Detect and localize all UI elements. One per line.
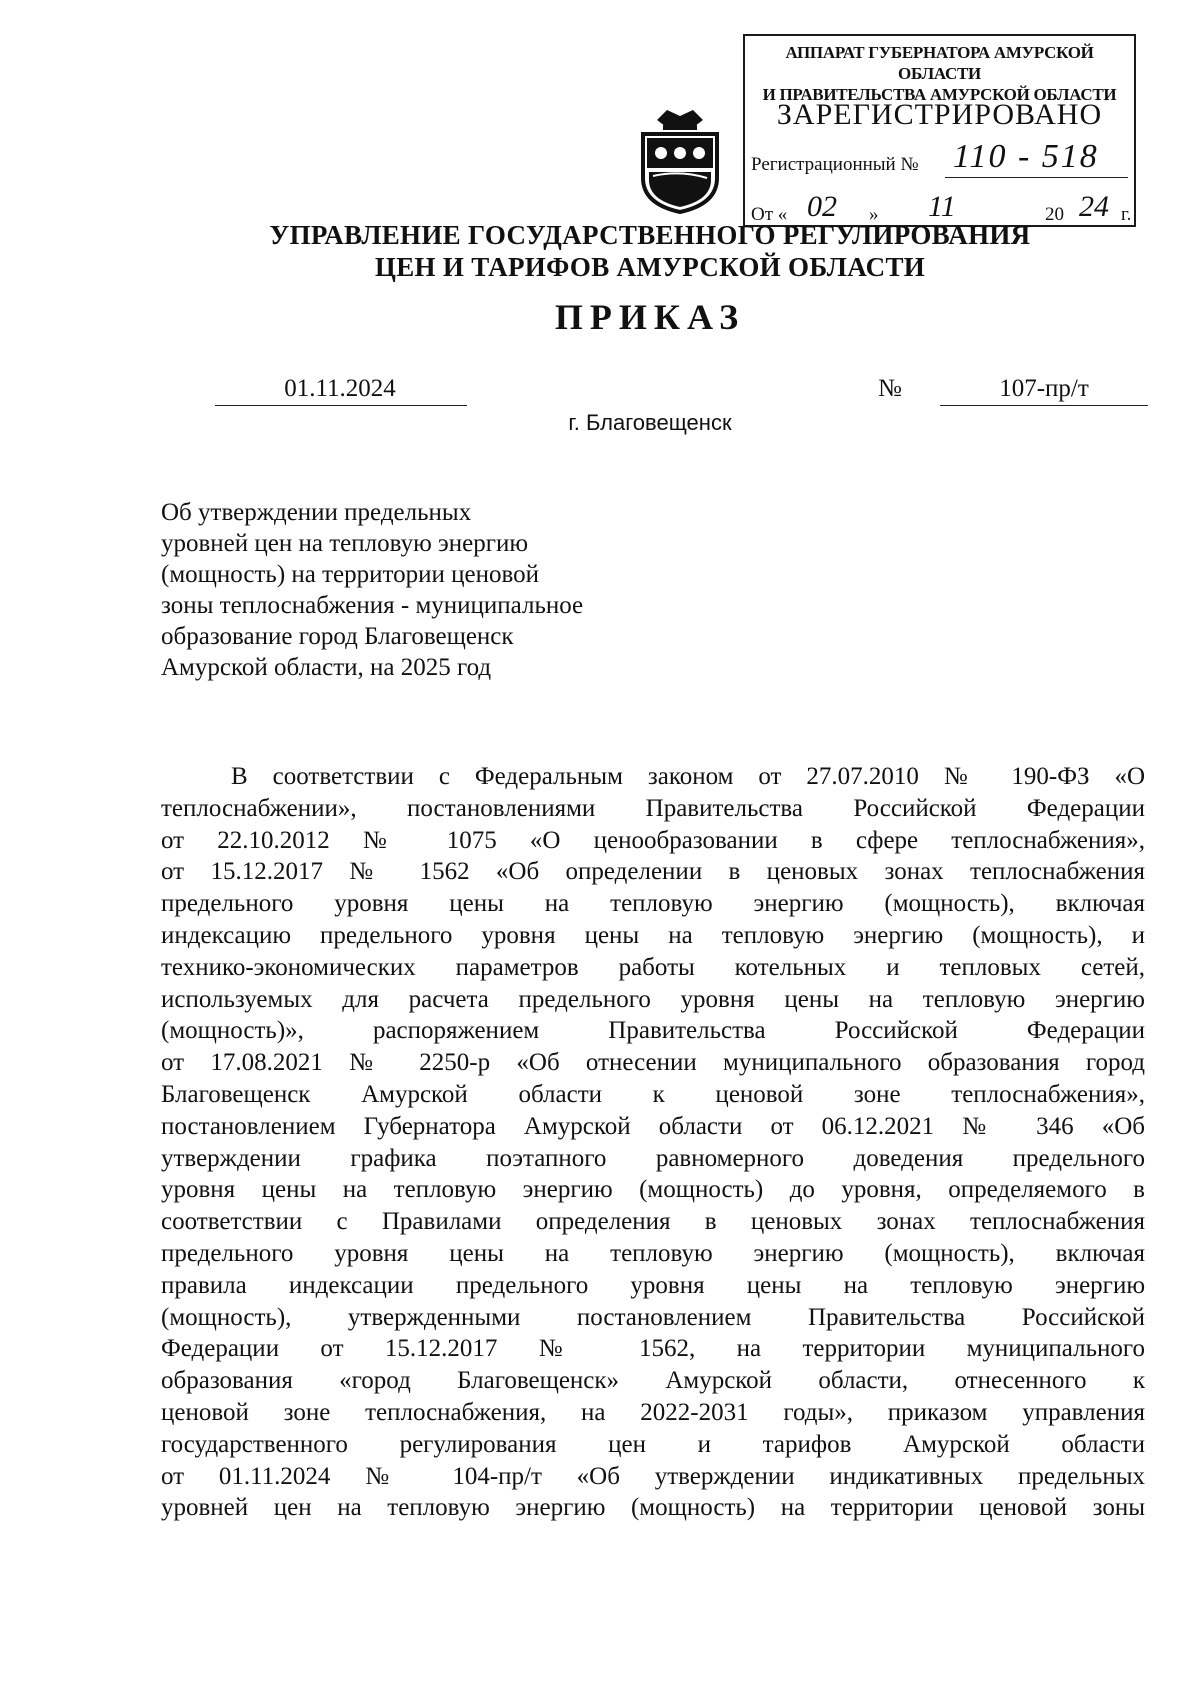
stamp-date-prefix: От « [751,204,788,225]
body-line: предельного уровня цены на тепловую энергию (мощность), включая [161,1239,1145,1267]
body-line: ценовой зоне теплоснабжения, на 2022-2031 годы», приказом управления [161,1398,1145,1426]
stamp-date-month: 11 [928,190,956,223]
order-city: г. Благовещенск [568,410,732,435]
body-line: от 22.10.2012 № 1075 «О ценообразовании в сфере теплоснабжения», [161,826,1145,854]
order-subject [161,497,681,683]
body-line: от 01.11.2024 № 104-пр/т «Об утверждении индикативных предельных [161,1462,1145,1490]
coat-of-arms-emblem [637,106,723,214]
body-line: Федерации от 15.12.2017 № 1562, на территории муниципального [161,1335,1145,1363]
stamp-org-line1: АППАРАТ ГУБЕРНАТОРА АМУРСКОЙ ОБЛАСТИ [785,43,1094,83]
stamp-date-g: г. [1121,204,1132,225]
body-line: технико-экономических параметров работы котельных и тепловых сетей, [161,953,1145,981]
body-line: (мощность), утвержденными постановлением Правительства Российской [161,1303,1145,1331]
document-type-title: ПРИКАЗ [554,297,746,337]
subject-line: уровней цен на тепловую энергию [161,530,529,557]
order-date: 01.11.2024 [284,375,396,402]
body-line: индексацию предельного уровня цены на тепловую энергию (мощность), и [161,921,1145,949]
body-line: соответствии с Правилами определения в ценовых зонах теплоснабжения [161,1208,1145,1236]
order-number-sign: № [878,375,902,402]
registration-stamp [743,34,1136,227]
body-line: В соответствии с Федеральным законом от 27.07.2010 № 190-ФЗ «О [231,763,1145,790]
stamp-reg-underline [945,177,1128,178]
header-line2: ЦЕН И ТАРИФОВ АМУРСКОЙ ОБЛАСТИ [374,252,926,282]
stamp-reg-label: Регистрационный № [751,154,919,175]
order-body [161,761,1145,1524]
body-line: теплоснабжении», постановлениями Правительства Российской Федерации [161,794,1145,822]
stamp-date-day: 02 [807,190,837,223]
subject-line: образование город Благовещенск [161,623,514,650]
body-line: Благовещенск Амурской области к ценовой зоне теплоснабжения», [161,1080,1145,1108]
stamp-organization [745,42,1134,105]
body-line: правила индексации предельного уровня цены на тепловую энергию [161,1271,1145,1299]
stamp-date-quote: » [869,204,879,225]
stamp-date-year-suffix: 24 [1079,190,1109,223]
subject-line: Об утверждении предельных [161,499,472,526]
order-number: 107-пр/т [999,375,1089,402]
subject-line: зоны теплоснабжения - муниципальное [161,592,584,619]
body-line: от 17.08.2021 № 2250-р «Об отнесении муниципального образования город [161,1049,1145,1077]
order-date-underline [215,405,467,406]
stamp-org-line2: И ПРАВИТЕЛЬСТВА АМУРСКОЙ ОБЛАСТИ [762,85,1117,104]
body-line: постановлением Губернатора Амурской области от 06.12.2021 № 346 «Об [161,1112,1145,1140]
body-line: уровня цены на тепловую энергию (мощность) до уровня, определяемого в [161,1176,1145,1204]
order-number-underline [940,405,1148,406]
stamp-reg-number: 110 - 518 [953,138,1099,175]
subject-line: Амурской области, на 2025 год [161,654,492,681]
body-line: предельного уровня цены на тепловую энергию (мощность), включая [161,890,1145,918]
stamp-title: ЗАРЕГИСТРИРОВАНО [776,98,1103,131]
stamp-date-year-prefix: 20 [1045,204,1064,225]
header-line1: УПРАВЛЕНИЕ ГОСУДАРСТВЕННОГО РЕГУЛИРОВАНИЯ [269,220,1031,250]
body-line: утверждении графика поэтапного равномерного доведения предельного [161,1144,1145,1172]
subject-line: (мощность) на территории ценовой [161,561,539,588]
body-line: уровней цен на тепловую энергию (мощность) на территории ценовой зоны [161,1494,1145,1522]
body-line: используемых для расчета предельного уровня цены на тепловую энергию [161,985,1145,1013]
body-line: государственного регулирования цен и тарифов Амурской области [161,1430,1145,1458]
body-line: от 15.12.2017 № 1562 «Об определении в ценовых зонах теплоснабжения [161,858,1145,886]
body-line: (мощность)», распоряжением Правительства Российской Федерации [161,1017,1145,1045]
stamp-reg-row [751,138,1099,176]
body-line: образования «город Благовещенск» Амурской области, отнесенного к [161,1367,1145,1395]
